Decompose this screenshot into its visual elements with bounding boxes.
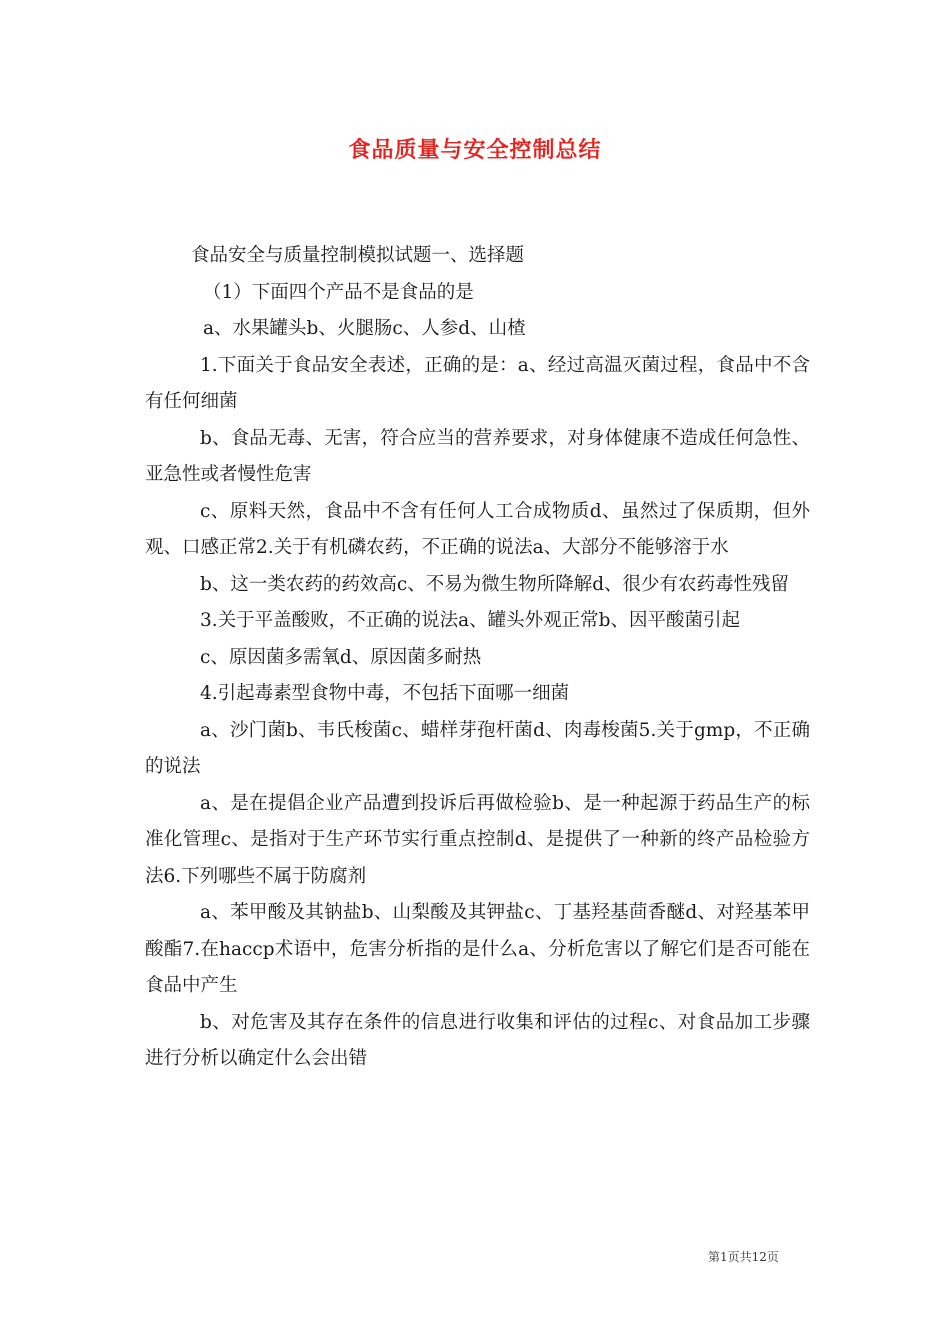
paragraph-10: 4.引起毒素型食物中毒，不包括下面哪一细菌 [200,683,570,704]
document-body [145,238,810,1078]
paragraph-12: a、是在提倡企业产品遭到投诉后再做检验b、是一种起源于药品生产的标准化管理c、是指对于生产环节实行重点控制d、是提供了一种新的终产品检验方法6.下列哪些不属于防腐剂 [145,792,810,887]
paragraph-3: a、水果罐头b、火腿肠c、人参d、山楂 [203,318,526,339]
paragraph-8: 3.关于平盖酸败，不正确的说法a、罐头外观正常b、因平酸菌引起 [200,610,741,631]
page-number: 第1页共12页 [708,1250,779,1264]
paragraph-4: 1.下面关于食品安全表述，正确的是：a、经过高温灭菌过程，食品中不含有任何细菌 [145,354,810,412]
paragraph-2: （1）下面四个产品不是食品的是 [203,281,474,303]
paragraph-7: b、这一类农药的药效高c、不易为微生物所降解d、很少有农药毒性残留 [200,573,790,595]
paragraph-14: b、对危害及其存在条件的信息进行收集和评估的过程c、对食品加工步骤进行分析以确定什么会出错 [145,1011,810,1069]
paragraph-5: b、食品无毒、无害，符合应当的营养要求，对身体健康不造成任何急性、亚急性或者慢性危害 [145,427,810,485]
paragraph-1: 食品安全与质量控制模拟试题一、选择题 [191,245,525,266]
paragraph-13: a、苯甲酸及其钠盐b、山梨酸及其钾盐c、丁基羟基茴香醚d、对羟基苯甲酸酯7.在haccp术语中，危害分析指的是什么a、分析危害以了解它们是否可能在食品中产生 [145,902,810,996]
paragraph-9: c、原因菌多需氧d、原因菌多耐热 [200,646,482,668]
document-title: 食品质量与安全控制总结 [348,137,602,163]
paragraph-6: c、原料天然，食品中不含有任何人工合成物质d、虽然过了保质期，但外观、口感正常2.关于有机磷农药，不正确的说法a、大部分不能够溶于水 [145,500,810,558]
paragraph-11: a、沙门菌b、韦氏梭菌c、蜡样芽孢杆菌d、肉毒梭菌5.关于gmp，不正确的说法 [145,719,810,777]
